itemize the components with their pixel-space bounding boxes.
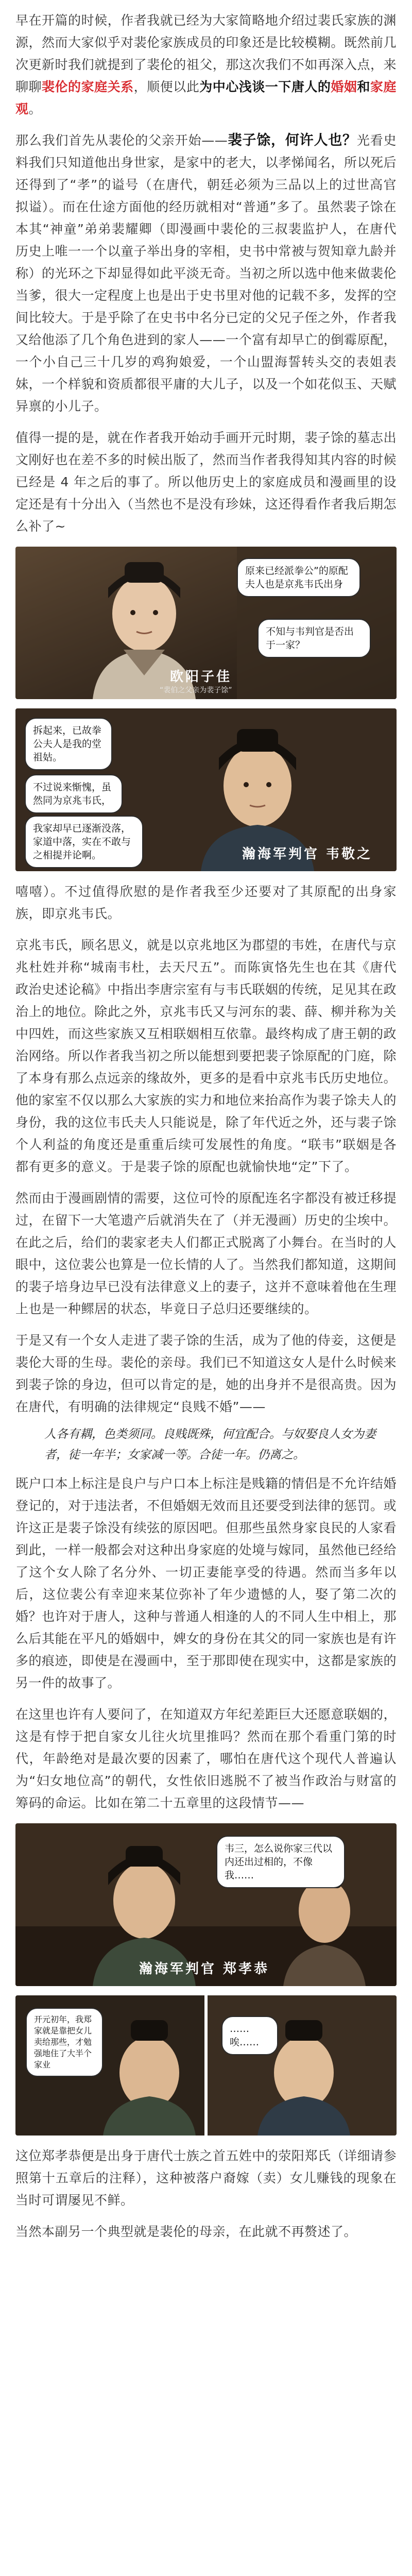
law-quote-line2: 者，徒一年半；女家减一等。合徒一年。仍离之。 (44, 1448, 305, 1462)
registry-paragraph: 既户口本上标注是良户与户口本上标注是贱籍的情侣是不允许结婚登记的，对于违法者，不但婚姻无效而且还要受到法律的惩罚。或许这正是裴子馀没有续弦的原因吧。但那些虽然身家良民的人家看到此，一样一般都会对这种出身家庭的处境与嫁同，虽然他已经给了这个女人除了名分外、一切正妻能享受的待遇。然而当多年以后，这位裴公有幸迎来某位弥补了年少遗憾的人，娶了第二次的婚？也许对于唐人，这种与普通人相逢的人的不同人生中相上，那么后其能在平凡的婚姻中，婢女的身份在其父的同一家族也是有许多的痕迹，即使是在漫画中，至于那即使在现实中，这都是家族的另一件的故事了。 (15, 1476, 397, 1690)
highlight-family-relations: 裴伦的家庭关系 (42, 79, 134, 94)
age-gap-paragraph: 在这里也许有人要问了，在知道双方年纪差距巨大还愿意联姻的，这是有悖于把自家女儿往火坑里推吗？然而在那个看重门第的时代，年龄绝对是最次要的因素了，哪怕在唐代这个现代人普遍认为“妇女地位高”的朝代，女性依旧逃脱不了被当作政治与财富的筹码的命运。比如在第二十五章里的这段情节—— (15, 1707, 397, 1810)
zheng-paragraph: 这位郑孝恭便是出身于唐代士族之首五姓中的荥阳郑氏（详细请参照第十五章后的注释），这种被落户裔嫁（卖）女儿赚钱的现象在当时可谓屡见不鲜。 (15, 2148, 397, 2208)
father-lead: 那么我们首先从裴伦的父亲开始—— (15, 133, 228, 148)
law-quote-line1: 人各有耦，色类须同。良贱既殊，何宜配合。与奴娶良人女为妻 (44, 1428, 376, 1441)
highlight-marriage: 婚姻 (331, 79, 357, 94)
speech-bubble-top: 原来已经派拳公”的原配夫人也是京兆韦氏出身 (237, 558, 360, 597)
closing-paragraph: 当然本副另一个典型就是裴伦的母亲，在此就不再赘述了。 (15, 2224, 357, 2239)
comic-panel-zhengxiaogong (15, 1823, 397, 1986)
comic-panel-dialogue (15, 1995, 397, 2136)
character-note: “裴伯之父亲为裴子馀” (160, 686, 232, 694)
weiclan-paragraph: 京兆韦氏，顾名思义，就是以京兆地区为郡望的韦姓，在唐代与京兆杜姓并称“城南韦杜，去天尺五”。而陈寅恪先生也在其《唐代政治史述论稿》中指出李唐宗室有与韦氏联姻的传统，足见其在政治上的地位。除此之外，京兆韦氏又与河东的裴、薛、柳并称为关中四姓，而这些家族又互相联姻相互依靠。最终构成了唐王朝的政治网络。所以作者我当初之所以能想到要把裴子馀原配的门庭，除了本身有那么点远亲的缘故外，更多的是看中京兆韦氏历史地位。他的家室不仅以那么大家族的实力和地位来抬高作为裴子馀夫人的身份，我的这位韦氏夫人只能说是，除了年代近之外，还与裴子馀个人利益的角度还是重重后续可发展性的角度。“联韦”联姻是各都有更多的意义。于是裴子馀的原配也就愉快地“定”下了。 (15, 938, 397, 1174)
speech-bubble-right: ……唉…… (221, 2016, 278, 2055)
speech-bubble-top: 拆起来，已故拳公夫人是我的堂祖姑。 (25, 718, 112, 770)
father-paragraph (15, 129, 397, 417)
intro-paragraph (15, 9, 397, 120)
speech-bubble-bottom: 我家却早已逐渐没落，家道中落，实在不敢与之相提并论啊。 (25, 816, 143, 868)
comic-panel-weijingzhi (15, 708, 397, 871)
intro-end: 。 (28, 101, 42, 116)
speech-bubble-bottom: 不知与韦判官是否出于一家？ (258, 619, 371, 658)
speech-bubble-mid: 不过说来惭愧，虽然同为京兆韦氏， (25, 774, 123, 814)
epitaph-paragraph: 值得一提的是，就在作者我开始动手画开元时期，裴子馀的墓志出文刚好也在差不多的时候出版了，然而当作者我得知其内容的时候已经是 4 年之后的事了。所以他历史上的家庭成员和漫画里的设定还是有十分出入（当然也不是没有珍妹，这还得看作者我后期怎么补了~ (15, 430, 397, 534)
intro-text: 早在开篇的时候，作者我就已经为大家简略地介绍过裴氏家族的渊源，然而大家似乎对裴伦家族成员的印象还是比较模糊。既然前几次更新时我们就提到了裴伦的祖父，那这次我们不如再深入点，来聊聊 (15, 13, 397, 94)
wife-paragraph: 然而由于漫画剧情的需要，这位可怜的原配连名字都没有被迁移提过，在留下一大笔遗产后就消失在了（并无漫画）历史的尘埃中。在此之后，给们的裴家老夫人们都正式脱离了小舞台。在当时的人眼中，这位裴公也算是一位长情的人了。当然我们都知道，这期间的裴子培身边早已没有法律意义上的妻子，这并不意味着他在生理上也是一种鳏居的状态，毕竟日子总归还要继续的。 (15, 1191, 397, 1316)
comic-panel-ouyang (15, 547, 397, 699)
highlight-family-view: 家庭观 (15, 79, 397, 116)
character-name-caption: 瀚海军判官 韦敬之 (242, 846, 373, 862)
law-quote (15, 1424, 397, 1465)
weiclan-cont-paragraph: 嘻嘻）。不过值得欣慰的是作者我至少还要对了其原配的出身家族，即京兆韦氏。 (15, 884, 397, 921)
intro-text-mid: ，顺便以此 (133, 79, 200, 94)
speech-bubble-left: 开元初年，我郑家就是靠把女儿卖给那些，才勉强地住了大半个家业 (26, 2008, 103, 2077)
concubine-paragraph: 于是又有一个女人走进了裴子馀的生活，成为了他的侍妾，这便是裴伦大哥的生母。裴伦的亲母。我们已不知道这女人是什么时候来到裴子馀的身边，但可以肯定的是，她的出身并不是很高贵。因为在唐代，有明确的法律规定“良贱不婚”—— (15, 1333, 397, 1414)
father-question: 裴子馀，何许人也？ (228, 132, 357, 148)
speech-bubble: 韦三，怎么说你家三代以内还出过相的，不像我…… (216, 1836, 345, 1888)
father-text: 光看史料我们只知道他出身世家，是家中的老大，以孝悌闻名，所以死后还得到了“孝”的谥号（在唐代，朝廷必须为三品以上的过世高官拟谥）。而在仕途方面他的经历就相对“普通”多了。虽然裴子馀在本其“神童”弟弟裴耀卿（即漫画中裴伦的三叔裴监护人，在唐代历史上唯一一个以童子举出身的宰相，史书中常被与贺知章九龄并称）的光环之下却显得如此平淡无奇。当初之所以选中他来做裴伦当爹，很大一定程度上也是出于史书里对他的记载不多，发挥的空间比较大。于是乎除了在史书中名分已定的父兄子侄之外，作者我又给他添了几个角色进到的家人——一个富有却早亡的倒霉原配，一个小自己三十几岁的鸡狗娘爱，一个山盟海誓转头交的表姐表妹，一个样貌和资质都很平庸的大儿子，以及一个如花似玉、天赋异禀的小儿子。 (15, 133, 397, 414)
highlight-and: 和 (357, 79, 370, 94)
character-name-caption: 瀚海军判官 郑孝恭 (139, 1961, 270, 1977)
highlight-tang-people: 为中心浅谈一下唐人的 (199, 79, 331, 94)
character-name-caption: 欧阳子佳 (170, 669, 232, 685)
